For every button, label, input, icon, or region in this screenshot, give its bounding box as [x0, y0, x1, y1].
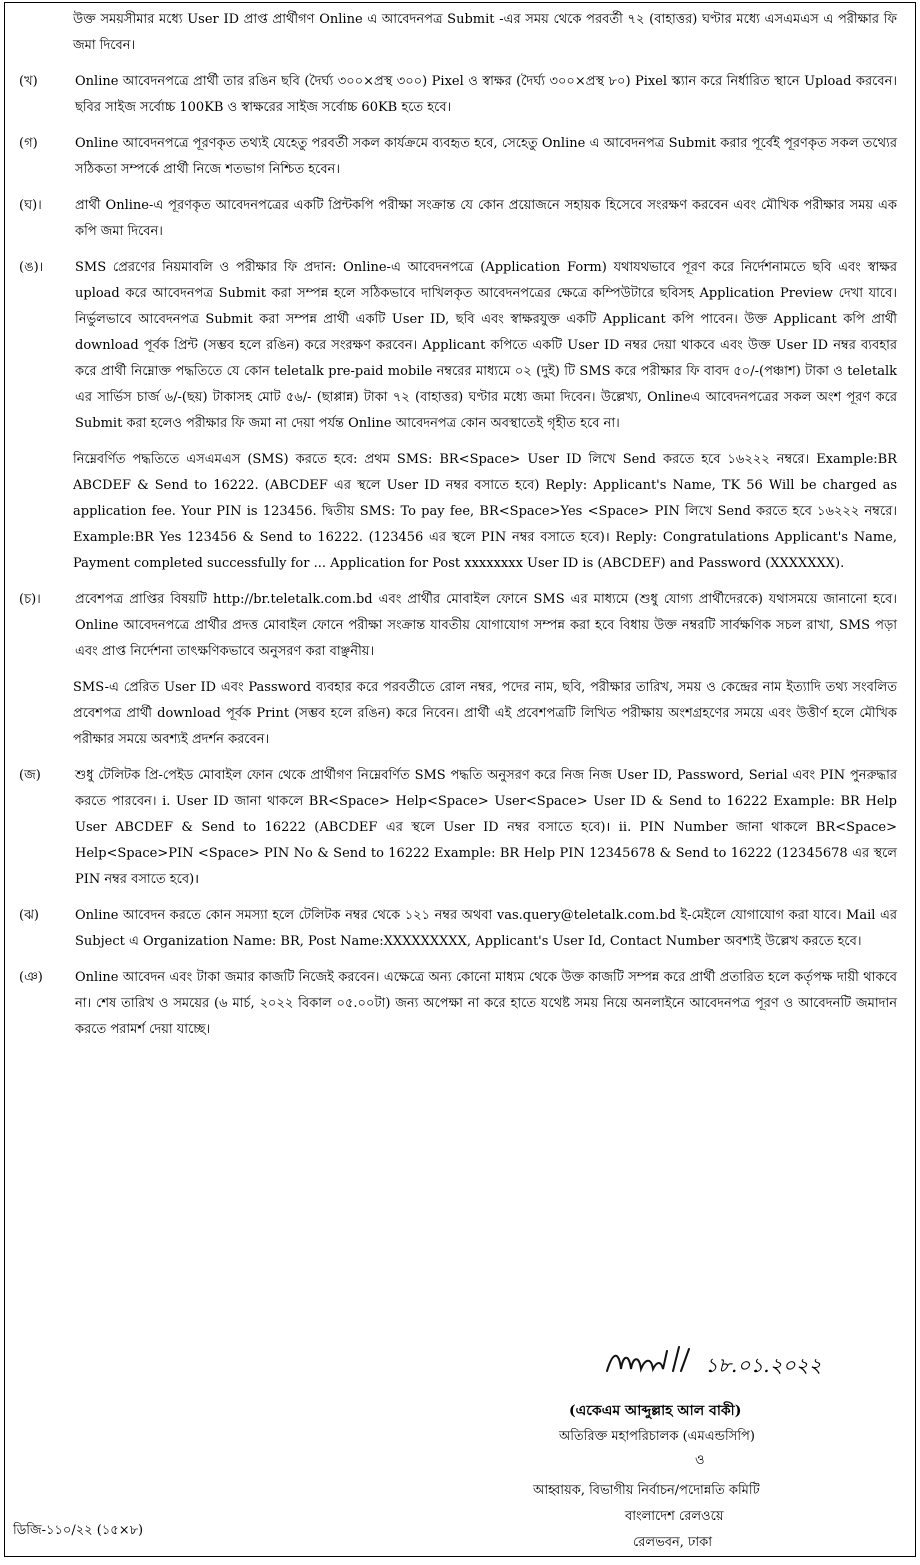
signatory-designation: অতিরিক্ত মহাপরিচালক (এমএন্ডসিপি) [559, 1429, 755, 1444]
signatory-organization: বাংলাদেশ রেলওয়ে [625, 1509, 724, 1524]
item-text: প্রার্থী Online-এ পূরণকৃত আবেদনপত্রের একটি প্রিন্টকপি পরীক্ষা সংক্রান্ত যে কোন প্রয়োজনে সহায়ক হিসেবে সংরক্ষণ করবেন এবং মৌখিক পরীক্ষার সময় এক কপি জমা দিবেন। [75, 198, 897, 239]
item-marker: (খ) [19, 74, 38, 89]
item-gha [17, 193, 897, 245]
item-text: শুধু টেলিটক প্রি-পেইড মোবাইল ফোন থেকে প্রার্থীগণ নিম্নেবর্ণিত SMS পদ্ধতি অনুসরণ করে নিজ নিজ User ID, Password, Serial এবং PIN পুনরুদ্ধার করতে পারবেন। i. User ID জানা থাকলে BR<Space> Help<Space> User<Space> User ID & Send to 16222 Example: BR Help User ABCDEF & Send to 16222 (ABCDEF এর স্থলে User ID নম্বর বসাতে হবে)। ii. PIN Number জানা থাকলে BR<Space> Help<Space>PIN <Space> PIN No & Send to 16222 Example: BR Help PIN 12345678 & Send to 16222 (12345678 এর স্থলে PIN নম্বর বসাতে হবে)। [75, 768, 897, 887]
item-marker: (চ)। [19, 592, 41, 607]
item-marker: (জ) [19, 768, 41, 783]
item-text: Online আবেদনপত্রে প্রার্থী তার রঙিন ছবি (দৈর্ঘ্য ৩০০×প্রস্থ ৩০০) Pixel ও স্বাক্ষর (দৈর্ঘ্য ৩০০×প্রস্থ ৮০) Pixel স্ক্যান করে নির্ধারিত স্থানে Upload করবেন। ছবির সাইজ সর্বোচ্চ 100KB ও স্বাক্ষরের সাইজ সর্বোচ্চ 60KB হতে হবে। [75, 74, 897, 115]
item-ga [17, 131, 897, 183]
item-marker: (ঝ) [19, 908, 39, 923]
item-text: Online আবেদন এবং টাকা জমার কাজটি নিজেই করবেন। এক্ষেত্রে অন্য কোনো মাধ্যম থেকে উক্ত কাজটি সম্পন্ন করে প্রার্থী প্রতারিত হলে কর্তৃপক্ষ দায়ী থাকবে না। শেষ তারিখ ও সময়ের (৬ মার্চ, ২০২২ বিকাল ০৫.০০টা) জন্য অপেক্ষা না করে হাতে যথেষ্ট সময় নিয়ে অনলাইনে আবেদনপত্র পূরণ ও আবেদনটি জমাদান করতে পরামর্শ দেয়া যাচ্ছে। [75, 970, 897, 1037]
signature-date: ১৮.০১.২০২২ [705, 1353, 822, 1377]
item-nya [17, 965, 897, 1043]
item-text: SMS প্রেরণের নিয়মাবলি ও পরীক্ষার ফি প্রদান: Online-এ আবেদনপত্রে (Application Form) যথাযথভাবে পূরণ করে নির্দেশনামতে ছবি এবং স্বাক্ষর upload করে আবেদনপত্র Submit করা সম্পন্ন হলে সঠিকভাবে দাখিলকৃত আবেদনপত্রের ক্ষেত্রে কম্পিউটারে ছবিসহ Application Preview দেখা যাবে। নির্ভুলভাবে আবেদনপত্র Submit করা সম্পন্ন প্রার্থী একটি User ID, ছবি এবং স্বাক্ষরযুক্ত একটি Applicant কপি পাবেন। উক্ত Applicant কপি প্রার্থী download পূর্বক প্রিন্ট (সম্ভব হলে রঙিন) করে সংরক্ষণ করবেন। Applicant কপিতে একটি User ID নম্বর দেয়া থাকবে এবং উক্ত User ID নম্বর ব্যবহার করে প্রার্থী নিম্নোক্ত পদ্ধতিতে যে কোন teletalk pre-paid mobile নম্বরের মাধ্যমে ০২ (দুই) টি SMS করে পরীক্ষার ফি বাবদ ৫০/-(পঞ্চাশ) টাকা ও teletalk এর সার্ভিস চার্জ ৬/-(ছয়) টাকাসহ মোট ৫৬/- (ছাপ্পান্ন) টাকা ৭২ (বাহাত্তর) ঘণ্টার মধ্যে জমা দিবেন। উল্লেখ্য, Onlineএ আবেদনপত্রের সকল অংশ পূরণ করে Submit করা হলেও পরীক্ষার ফি জমা না দেয়া পর্যন্ত Online আবেদনপত্র কোন অবস্থাতেই গৃহীত হবে না। [75, 260, 897, 431]
item-marker: (ঞ) [19, 970, 43, 985]
item-cha [17, 587, 897, 665]
admit-card-paragraph: SMS-এ প্রেরিত User ID এবং Password ব্যবহার করে পরবর্তীতে রোল নম্বর, পদের নাম, ছবি, পরীক্ষার তারিখ, সময় ও কেন্দ্রের নাম ইত্যাদি তথ্য সংবলিত প্রবেশপত্র প্রার্থী download পূর্বক Print (সম্ভব হলে রঙিন) করে নিবেন। প্রার্থী এই প্রবেশপত্রটি লিখিত পরীক্ষায় অংশগ্রহণের সময়ে এবং উত্তীর্ণ হলে মৌখিক পরীক্ষার সময়ে অবশ্যই প্রদর্শন করবেন। [73, 680, 897, 747]
item-marker: (গ) [19, 136, 38, 151]
item-jha [17, 903, 897, 955]
item-ja [17, 763, 897, 893]
signatory-role: আহ্বায়ক, বিভাগীয় নির্বাচন/পদোন্নতি কমিটি [533, 1483, 760, 1498]
signatory-name: (একেএম আব্দুল্লাহ আল বাকী) [569, 1403, 742, 1419]
item-marker: (ঙ)। [19, 260, 44, 275]
item-text: Online আবেদন করতে কোন সমস্যা হলে টেলিটক নম্বর থেকে ১২১ নম্বর অথবা vas.query@teletalk.com.bd ই-মেইলে যোগাযোগ করা যাবে। Mail এর Subject এ Organization Name: BR, Post Name:XXXXXXXXX, Applicant's User Id, Contact Number অবশ্যই উল্লেখ করতে হবে। [75, 908, 897, 949]
item-text: প্রবেশপত্র প্রাপ্তির বিষয়টি http://br.teletalk.com.bd এবং প্রার্থীর মোবাইল ফোনে SMS এর মাধ্যমে (শুধু যোগ্য প্রার্থীদেরকে) যথাসময়ে জানানো হবে। Online আবেদনপত্রে প্রার্থীর প্রদত্ত মোবাইল ফোনে পরীক্ষা সংক্রান্ত যাবতীয় যোগাযোগ সম্পন্ন করা হবে বিধায় উক্ত নম্বরটি সার্বক্ষণিক সচল রাখা, SMS পড়া এবং প্রাপ্ত নির্দেশনা তাৎক্ষণিকভাবে অনুসরণ করা বাঞ্ছনীয়। [75, 592, 897, 659]
item-marker: (ঘ)। [19, 198, 42, 213]
item-kha [17, 69, 897, 121]
handwritten-signature [603, 1341, 713, 1381]
signatory-place: রেলভবন, ঢাকা [633, 1535, 713, 1550]
document-body [17, 7, 897, 1043]
item-text: Online আবেদনপত্রে পূরণকৃত তথ্যই যেহেতু পরবর্তী সকল কার্যক্রমে ব্যবহৃত হবে, সেহেতু Online এ আবেদনপত্র Submit করার পূর্বেই পূরণকৃত সকল তথ্যের সঠিকতা সম্পর্কে প্রার্থী নিজে শতভাগ নিশ্চিত হবেন। [75, 136, 897, 177]
signatory-conjunction: ও [695, 1453, 705, 1468]
document-page [4, 2, 916, 1557]
item-uma [17, 255, 897, 437]
intro-paragraph: উক্ত সময়সীমার মধ্যে User ID প্রাপ্ত প্রার্থীগণ Online এ আবেদনপত্র Submit -এর সময় থেকে পরবর্তী ৭২ (বাহাত্তর) ঘণ্টার মধ্যে এসএমএস এ পরীক্ষার ফি জমা দিবেন। [73, 12, 897, 53]
reference-code: ডিজি-১১০/২২ (১৫×৮) [13, 1523, 144, 1538]
sms-instructions-paragraph: নিম্নেবর্ণিত পদ্ধতিতে এসএমএস (SMS) করতে হবে: প্রথম SMS: BR<Space> User ID লিখে Send করতে হবে ১৬২২২ নম্বরে। Example:BR ABCDEF & Send to 16222. (ABCDEF এর স্থলে User ID নম্বর বসাতে হবে) Reply: Applicant's Name, TK 56 Will be charged as application fee. Your PIN is 123456. দ্বিতীয় SMS: To pay fee, BR<Space>Yes <Space> PIN লিখে Send করতে হবে ১৬২২২ নম্বরে। Example:BR Yes 123456 & Send to 16222. (123456 এর স্থলে PIN নম্বর বসাতে হবে)। Reply: Congratulations Applicant's Name, Payment completed successfully for ... Application for Post xxxxxxxx User ID is (ABCDEF) and Password (XXXXXXX). [73, 452, 897, 571]
